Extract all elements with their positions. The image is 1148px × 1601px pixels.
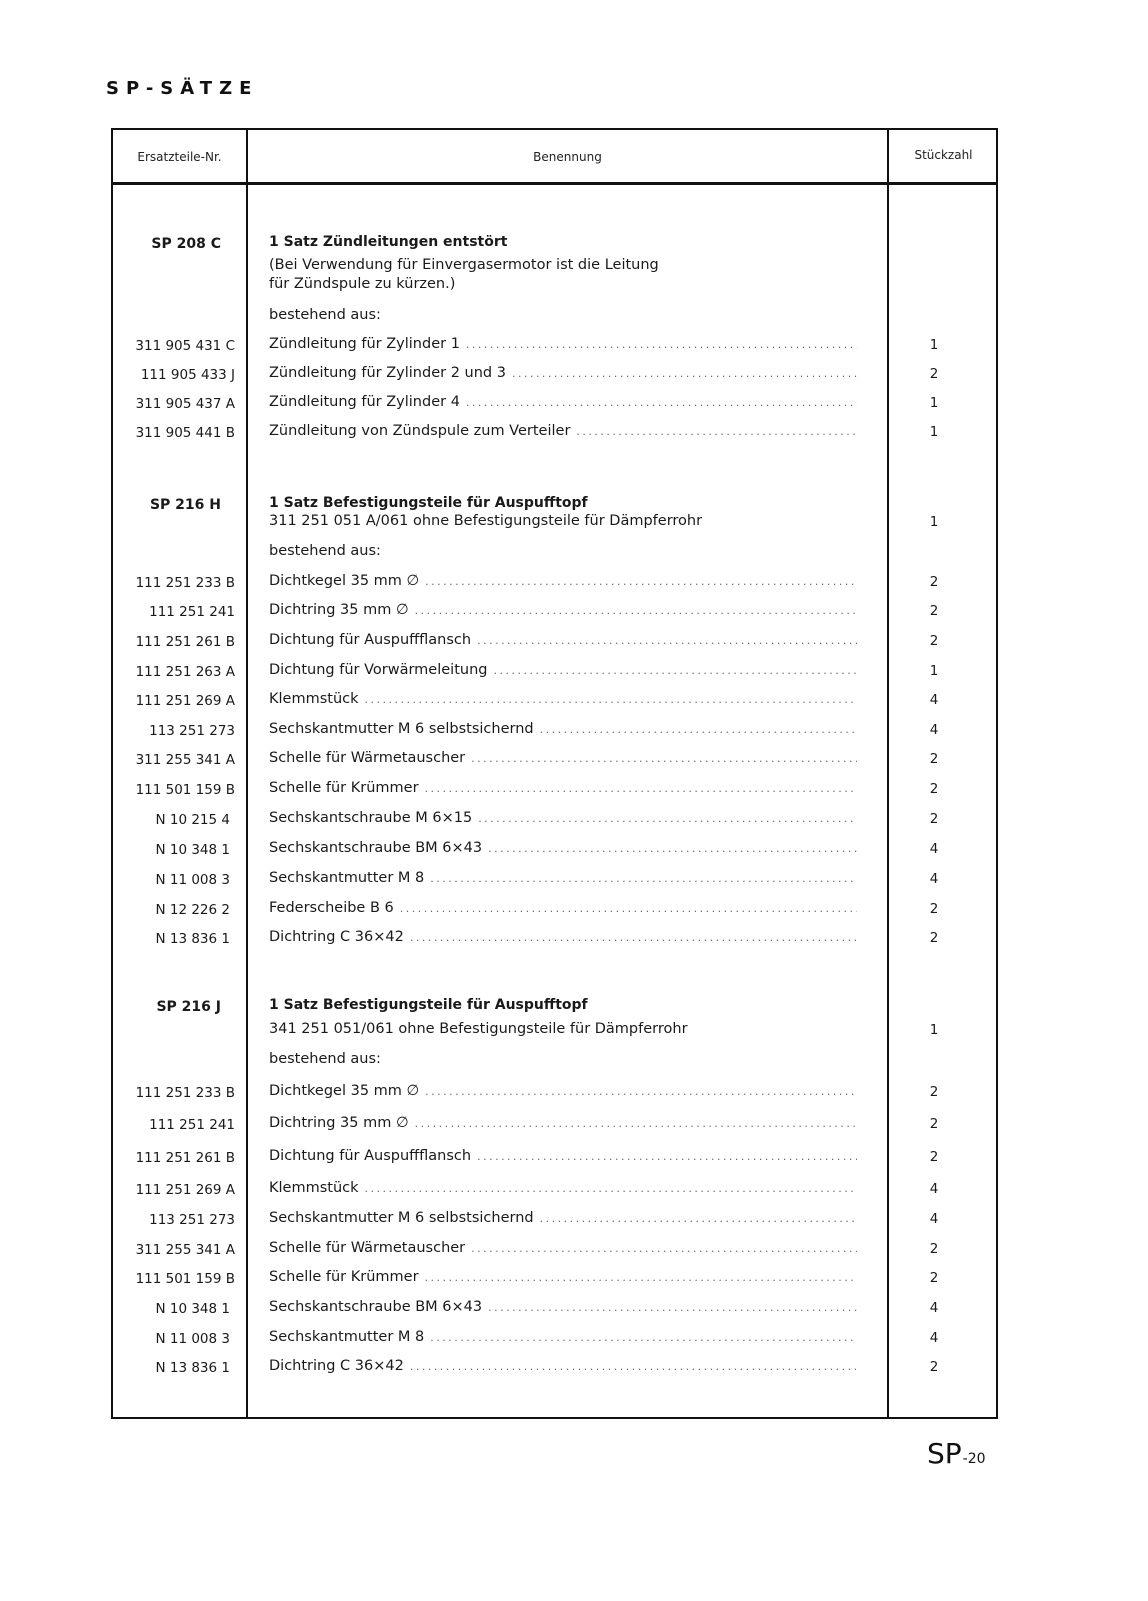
- part-number: 111 251 269 A: [135, 1182, 235, 1198]
- item-quantity: 2: [929, 1359, 939, 1375]
- item-description: Dichtring C 36×42: [269, 1358, 404, 1374]
- set-note-text: für Zündspule zu kürzen.): [269, 276, 456, 292]
- table-row: [0, 1329, 1148, 1351]
- set-header: [0, 997, 1148, 1019]
- header-description: Benennung: [533, 150, 602, 164]
- set-number: SP 216 H: [149, 497, 221, 513]
- item-quantity: 4: [929, 1181, 939, 1197]
- table-row: [0, 1180, 1148, 1202]
- part-number: 111 501 159 B: [135, 1271, 235, 1287]
- item-description: Zündleitung für Zylinder 4: [269, 394, 460, 410]
- item-quantity: 4: [929, 1330, 939, 1346]
- part-number: 111 251 233 B: [135, 575, 235, 591]
- table-row: [0, 810, 1148, 832]
- item-description: Sechskantmutter M 6 selbstsichernd: [269, 1210, 534, 1226]
- item-quantity: 2: [929, 1241, 939, 1257]
- item-quantity: 2: [929, 901, 939, 917]
- page-title: SP-SÄTZE: [106, 78, 259, 99]
- set-title: 1 Satz Zündleitungen entstört: [269, 234, 508, 250]
- item-quantity: 4: [929, 871, 939, 887]
- part-number: 311 905 441 B: [135, 425, 235, 441]
- part-number: 111 251 261 B: [135, 1150, 235, 1166]
- part-number: 311 905 431 C: [135, 338, 235, 354]
- item-description: Sechskantmutter M 6 selbstsichernd: [269, 721, 534, 737]
- table-row: [0, 1210, 1148, 1232]
- table-row: [0, 721, 1148, 743]
- table-row: [0, 840, 1148, 862]
- item-description: Sechskantschraube M 6×15: [269, 810, 473, 826]
- page-prefix: SP: [927, 1437, 962, 1470]
- item-quantity: 1: [929, 337, 939, 353]
- part-number: 111 501 159 B: [135, 782, 235, 798]
- table-row: [0, 1115, 1148, 1137]
- table-row: [0, 691, 1148, 713]
- item-quantity: 2: [929, 811, 939, 827]
- item-description: Sechskantschraube BM 6×43: [269, 1299, 483, 1315]
- item-quantity: 4: [929, 1300, 939, 1316]
- item-description: Schelle für Wärmetauscher: [269, 750, 466, 766]
- item-description: Dichtkegel 35 mm ∅: [269, 1083, 420, 1099]
- set-number: SP 216 J: [156, 999, 221, 1015]
- table-row: [0, 780, 1148, 802]
- header-divider: [113, 182, 996, 185]
- part-number: 111 251 269 A: [135, 693, 235, 709]
- item-description: Klemmstück: [269, 691, 359, 707]
- table-row: [0, 423, 1148, 445]
- table-row: [0, 336, 1148, 358]
- table-row: [0, 870, 1148, 892]
- item-quantity: 2: [929, 1084, 939, 1100]
- header-quantity: Stückzahl: [914, 148, 973, 162]
- set-note: [0, 1021, 1148, 1043]
- item-description: Dichtkegel 35 mm ∅: [269, 573, 420, 589]
- item-description: Klemmstück: [269, 1180, 359, 1196]
- table-row: [0, 750, 1148, 772]
- item-description: Sechskantschraube BM 6×43: [269, 840, 483, 856]
- item-quantity: 4: [929, 692, 939, 708]
- part-number: 111 251 261 B: [135, 634, 235, 650]
- page-number: [927, 1437, 986, 1470]
- set-note: [0, 513, 1148, 535]
- part-number: 113 251 273: [149, 1212, 235, 1228]
- part-number: N 13 836 1: [155, 931, 230, 947]
- item-description: Schelle für Krümmer: [269, 1269, 419, 1285]
- item-description: Dichtung für Auspuffflansch: [269, 1148, 472, 1164]
- part-number: N 10 215 4: [155, 812, 230, 828]
- consists-of-text: bestehend aus:: [269, 1051, 381, 1067]
- item-description: Dichtring C 36×42: [269, 929, 404, 945]
- consists-of-label: [0, 1051, 1148, 1073]
- item-quantity: 2: [929, 366, 939, 382]
- item-description: Federscheibe B 6: [269, 900, 394, 916]
- table-row: [0, 929, 1148, 951]
- part-number: 111 251 263 A: [135, 664, 235, 680]
- part-number: 113 251 273: [149, 723, 235, 739]
- item-description: Dichtring 35 mm ∅: [269, 1115, 409, 1131]
- part-number: 311 905 437 A: [135, 396, 235, 412]
- part-number: N 11 008 3: [155, 872, 230, 888]
- item-quantity: 1: [929, 424, 939, 440]
- item-quantity: 2: [929, 751, 939, 767]
- part-number: 111 905 433 J: [140, 367, 235, 383]
- item-quantity: 2: [929, 574, 939, 590]
- item-quantity: 1: [929, 395, 939, 411]
- set-title: 1 Satz Befestigungsteile für Auspufftopf: [269, 495, 588, 511]
- item-description: Schelle für Wärmetauscher: [269, 1240, 466, 1256]
- table-row: [0, 1148, 1148, 1170]
- table-row: [0, 900, 1148, 922]
- set-title: 1 Satz Befestigungsteile für Auspufftopf: [269, 997, 588, 1013]
- table-row: [0, 632, 1148, 654]
- item-description: Dichtring 35 mm ∅: [269, 602, 409, 618]
- table-row: [0, 394, 1148, 416]
- part-number: N 10 348 1: [155, 842, 230, 858]
- table-row: [0, 573, 1148, 595]
- part-number: 111 251 241: [149, 1117, 235, 1133]
- part-number: 311 255 341 A: [135, 752, 235, 768]
- set-number: SP 208 C: [151, 236, 221, 252]
- part-number: N 10 348 1: [155, 1301, 230, 1317]
- item-description: Schelle für Krümmer: [269, 780, 419, 796]
- set-note-text: (Bei Verwendung für Einvergasermotor ist die Leitung: [269, 257, 659, 273]
- table-row: [0, 365, 1148, 387]
- item-quantity: 2: [929, 633, 939, 649]
- set-header: [0, 234, 1148, 256]
- consists-of-label: [0, 307, 1148, 329]
- header-part-number: Ersatzteile-Nr.: [137, 150, 222, 164]
- item-quantity: 1: [929, 514, 939, 530]
- part-number: 111 251 233 B: [135, 1085, 235, 1101]
- item-quantity: 4: [929, 722, 939, 738]
- part-number: N 12 226 2: [155, 902, 230, 918]
- set-note-text: 341 251 051/061 ohne Befestigungsteile für Dämpferrohr: [269, 1021, 688, 1037]
- item-description: Dichtung für Auspuffflansch: [269, 632, 472, 648]
- item-quantity: 1: [929, 663, 939, 679]
- table-row: [0, 1358, 1148, 1380]
- item-quantity: 2: [929, 1270, 939, 1286]
- item-quantity: 2: [929, 781, 939, 797]
- item-quantity: 2: [929, 1116, 939, 1132]
- item-quantity: 1: [929, 1022, 939, 1038]
- consists-of-text: bestehend aus:: [269, 543, 381, 559]
- item-description: Zündleitung für Zylinder 1: [269, 336, 460, 352]
- part-number: 311 255 341 A: [135, 1242, 235, 1258]
- set-note: [0, 276, 1148, 298]
- item-quantity: 2: [929, 930, 939, 946]
- item-quantity: 2: [929, 603, 939, 619]
- set-note-text: 311 251 051 A/061 ohne Befestigungsteile für Dämpferrohr: [269, 513, 703, 529]
- item-description: Zündleitung von Zündspule zum Verteiler: [269, 423, 571, 439]
- item-description: Dichtung für Vorwärmeleitung: [269, 662, 488, 678]
- table-row: [0, 1269, 1148, 1291]
- item-quantity: 4: [929, 1211, 939, 1227]
- page-suffix: -20: [962, 1451, 986, 1467]
- part-number: 111 251 241: [149, 604, 235, 620]
- table-row: [0, 1240, 1148, 1262]
- item-quantity: 4: [929, 841, 939, 857]
- table-row: [0, 662, 1148, 684]
- part-number: N 13 836 1: [155, 1360, 230, 1376]
- item-description: Sechskantmutter M 8: [269, 1329, 425, 1345]
- table-row: [0, 1299, 1148, 1321]
- item-quantity: 2: [929, 1149, 939, 1165]
- part-number: N 11 008 3: [155, 1331, 230, 1347]
- table-row: [0, 1083, 1148, 1105]
- table-row: [0, 602, 1148, 624]
- consists-of-label: [0, 543, 1148, 565]
- item-description: Zündleitung für Zylinder 2 und 3: [269, 365, 506, 381]
- consists-of-text: bestehend aus:: [269, 307, 381, 323]
- item-description: Sechskantmutter M 8: [269, 870, 425, 886]
